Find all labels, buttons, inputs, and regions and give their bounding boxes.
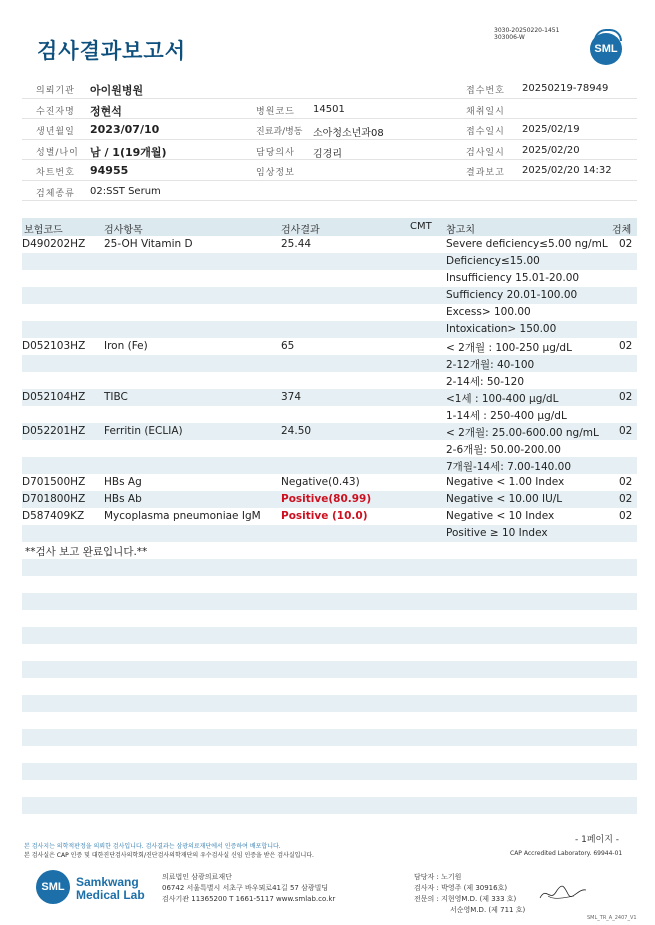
table-row — [22, 593, 637, 610]
test-result: Positive(80.99) — [281, 493, 372, 505]
specimen-label: 검체종류 — [36, 188, 75, 199]
collect-date-label: 채취일시 — [466, 106, 505, 117]
table-row — [22, 236, 637, 253]
reference-range: < 2개월: 25.00-600.00 ng/mL — [446, 427, 599, 439]
table-row — [22, 763, 637, 780]
specimen-code: 02 — [619, 238, 633, 250]
reference-range: 2-14세: 50-120 — [446, 376, 525, 388]
table-row — [22, 491, 637, 508]
specimen-code: 02 — [619, 476, 633, 488]
insurance-code: D701500HZ — [22, 476, 86, 488]
clinical-label: 임상정보 — [256, 168, 295, 178]
cap-accreditation: CAP Accredited Laboratory. 69944-01 — [510, 850, 623, 857]
dept-value: 소아청소년과08 — [313, 128, 384, 139]
reference-range: 1-14세 : 250-400 µg/dL — [446, 410, 567, 422]
table-row — [22, 610, 637, 627]
completion-note: **검사 보고 완료입니다.** — [25, 546, 148, 558]
table-row — [22, 746, 637, 763]
reference-range: 7개월-14세: 7.00-140.00 — [446, 461, 572, 473]
results-table-body — [22, 236, 637, 831]
table-row — [22, 304, 637, 321]
institution-address: 의료법인 삼광의료재단 06742 서울특별시 서초구 바우뫼로41길 57 삼광빌딩 검사기관 11365200 T 1661-5117 www.smlab.co.kr — [162, 873, 336, 903]
table-row — [22, 661, 637, 678]
patient-value: 정현석 — [90, 104, 122, 118]
table-row — [22, 644, 637, 661]
report-title: 검사결과보고서 — [37, 39, 187, 63]
insurance-code: D052103HZ — [22, 340, 86, 352]
col-name-header: 검사항목 — [104, 225, 143, 236]
table-row — [22, 372, 637, 389]
report-date-value: 2025/02/20 14:32 — [522, 165, 612, 176]
receipt-no-label: 접수번호 — [466, 86, 505, 96]
chart-no-value: 94955 — [90, 164, 129, 177]
insurance-code: D701800HZ — [22, 493, 86, 505]
table-row — [22, 406, 637, 423]
table-row — [22, 729, 637, 746]
test-name: Iron (Fe) — [104, 340, 148, 352]
reference-range: Deficiency≤15.00 — [446, 255, 540, 267]
doctor-value: 김경리 — [313, 148, 342, 160]
specimen-value: 02:SST Serum — [90, 185, 161, 197]
doctor-label: 담당의사 — [256, 147, 295, 158]
table-row — [22, 321, 637, 338]
receipt-date-label: 접수일시 — [466, 127, 505, 137]
reference-range: < 2개월 : 100-250 µg/dL — [446, 342, 572, 354]
dob-value: 2023/07/10 — [90, 123, 160, 136]
sex-age-value: 남 / 1(19개월) — [90, 145, 167, 159]
dob-label: 생년월일 — [36, 127, 75, 137]
insurance-code: D587409KZ — [22, 510, 85, 522]
test-name: TIBC — [104, 391, 128, 403]
info-row — [22, 78, 637, 99]
reference-range: 2-6개월: 50.00-200.00 — [446, 444, 561, 456]
receipt-no-value: 20250219-78949 — [522, 83, 609, 94]
table-row — [22, 627, 637, 644]
test-name: 25-OH Vitamin D — [104, 238, 193, 250]
signature — [538, 882, 588, 904]
insurance-code: D490202HZ — [22, 238, 86, 250]
table-row — [22, 678, 637, 695]
reference-range: Insufficiency 15.01-20.00 — [446, 272, 580, 284]
table-row — [22, 797, 637, 814]
reference-range: 2-12개월: 40-100 — [446, 359, 535, 371]
reference-range: Positive ≥ 10 Index — [446, 527, 548, 539]
brand-name: Samkwang Medical Lab — [76, 875, 145, 902]
test-name: HBs Ag — [104, 476, 142, 488]
info-row — [22, 140, 637, 161]
insurance-code: D052201HZ — [22, 425, 86, 437]
col-specimen-header: 검체 — [612, 225, 632, 236]
table-row — [22, 712, 637, 729]
table-row — [22, 474, 637, 491]
table-row — [22, 576, 637, 593]
test-result: 24.50 — [281, 425, 312, 437]
specimen-code: 02 — [619, 493, 633, 505]
institution-label: 의뢰기관 — [36, 86, 75, 96]
table-row — [22, 355, 637, 372]
test-date-value: 2025/02/20 — [522, 144, 580, 156]
table-row — [22, 559, 637, 576]
form-code: SML_TR_A_2407_V1 — [587, 915, 637, 921]
test-result: Negative(0.43) — [281, 476, 360, 488]
reference-range: Sufficiency 20.01-100.00 — [446, 289, 578, 301]
col-code-header: 보험코드 — [24, 225, 63, 236]
table-row — [22, 270, 637, 287]
staff-info: 담당자 : 노기원 검사자 : 박영주 (제 30916호) 전문의 : 지현영M.D. (제 333 호) 서순영M.D. (제 711 호) — [414, 873, 526, 914]
test-name: Mycoplasma pneumoniae IgM — [104, 510, 261, 522]
table-row — [22, 457, 637, 474]
table-row — [22, 287, 637, 304]
report-date-label: 결과보고 — [466, 168, 505, 178]
table-row — [22, 253, 637, 270]
table-row — [22, 440, 637, 457]
sml-logo: SML — [590, 33, 622, 65]
specimen-code: 02 — [619, 391, 633, 403]
test-date-label: 검사일시 — [466, 147, 505, 158]
specimen-code: 02 — [619, 425, 633, 437]
table-row — [22, 525, 637, 542]
hospital-code-label: 병원코드 — [256, 106, 295, 117]
patient-info — [22, 78, 637, 201]
table-row — [22, 389, 637, 406]
reference-range: Intoxication> 150.00 — [446, 323, 557, 335]
table-row — [22, 423, 637, 440]
test-result: 374 — [281, 391, 302, 403]
document-code: 3030-20250220-1451 303006-W — [494, 27, 560, 41]
results-table-header — [22, 218, 637, 236]
specimen-code: 02 — [619, 340, 633, 352]
table-row — [22, 338, 637, 355]
col-cmt-header: CMT — [410, 221, 432, 232]
col-ref-header: 참고치 — [446, 225, 475, 236]
page-number: - 1페이지 - — [575, 835, 620, 845]
info-row — [22, 181, 637, 202]
chart-no-label: 차트번호 — [36, 168, 75, 178]
sml-logo-footer: SML — [36, 870, 70, 904]
test-name: Ferritin (ECLIA) — [104, 425, 183, 437]
table-row — [22, 508, 637, 525]
col-result-header: 검사결과 — [281, 225, 320, 236]
insurance-code: D052104HZ — [22, 391, 86, 403]
test-result: 25.44 — [281, 238, 312, 250]
specimen-code: 02 — [619, 510, 633, 522]
reference-range: Excess> 100.00 — [446, 306, 531, 318]
table-row — [22, 695, 637, 712]
institution-value: 아이원병원 — [90, 84, 144, 97]
table-row — [22, 780, 637, 797]
reference-range: Negative < 10.00 IU/L — [446, 493, 563, 505]
reference-range: Negative < 1.00 Index — [446, 476, 565, 488]
test-name: HBs Ab — [104, 493, 142, 505]
info-row — [22, 160, 637, 181]
info-row — [22, 119, 637, 140]
notice: 본 검사지는 의학적판정을 의뢰한 검사입니다. 검사결과는 삼광의료재단에서 인증하여 배포합니다. 본 검사실은 CAP 인증 및 대한진단검사의학회/진단검사의학재단의 우수검사실 신임 인증을 받은 검사실입니다. — [24, 843, 314, 859]
test-result: Positive (10.0) — [281, 510, 368, 522]
receipt-date-value: 2025/02/19 — [522, 124, 580, 135]
reference-range: Negative < 10 Index — [446, 510, 555, 522]
dept-label: 진료과/병동 — [256, 127, 303, 137]
info-row — [22, 99, 637, 120]
patient-label: 수진자명 — [36, 106, 75, 117]
reference-range: <1세 : 100-400 µg/dL — [446, 393, 559, 405]
table-row — [22, 542, 637, 559]
table-row — [22, 814, 637, 831]
hospital-code-value: 14501 — [313, 103, 345, 115]
reference-range: Severe deficiency≤5.00 ng/mL — [446, 238, 608, 250]
test-result: 65 — [281, 340, 295, 352]
sex-age-label: 성별/나이 — [36, 147, 79, 158]
